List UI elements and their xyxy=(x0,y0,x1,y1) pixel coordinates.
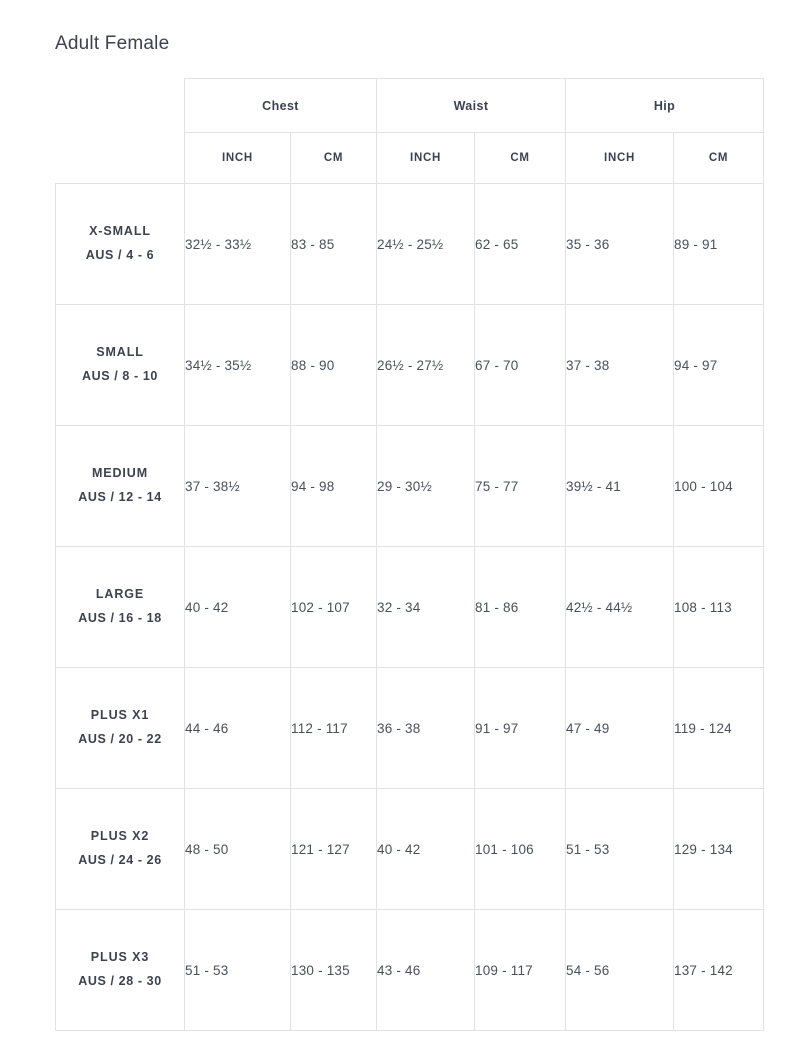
group-header-row xyxy=(56,79,764,133)
unit-header-chest-inch: INCH xyxy=(185,133,291,184)
waist-cm-value: 81 - 86 xyxy=(475,547,566,668)
hip-cm-value: 100 - 104 xyxy=(674,426,764,547)
size-name: LARGE xyxy=(95,587,145,602)
chest-cm-value: 130 - 135 xyxy=(291,910,377,1031)
chest-cm-value: 121 - 127 xyxy=(291,789,377,910)
waist-cm-value: 75 - 77 xyxy=(475,426,566,547)
size-label-cell xyxy=(56,910,185,1031)
size-label-cell xyxy=(56,426,185,547)
table-row xyxy=(56,668,764,789)
size-label-cell xyxy=(56,789,185,910)
size-aus: AUS / 12 - 14 xyxy=(78,490,162,504)
hip-inch-value: 54 - 56 xyxy=(566,910,674,1031)
size-label-cell xyxy=(56,305,185,426)
size-name: MEDIUM xyxy=(91,466,149,481)
chest-inch-value: 37 - 38½ xyxy=(185,426,291,547)
table-row xyxy=(56,426,764,547)
size-aus: AUS / 8 - 10 xyxy=(82,369,158,383)
corner-cell xyxy=(56,79,185,184)
page-title: Adult Female xyxy=(55,33,170,54)
waist-inch-value: 43 - 46 xyxy=(377,910,475,1031)
chest-inch-value: 40 - 42 xyxy=(185,547,291,668)
size-name: PLUS X1 xyxy=(90,708,150,723)
hip-cm-value: 108 - 113 xyxy=(674,547,764,668)
table-row xyxy=(56,910,764,1031)
waist-inch-value: 29 - 30½ xyxy=(377,426,475,547)
waist-cm-value: 62 - 65 xyxy=(475,184,566,305)
hip-inch-value: 39½ - 41 xyxy=(566,426,674,547)
waist-inch-value: 32 - 34 xyxy=(377,547,475,668)
size-label-cell xyxy=(56,668,185,789)
waist-cm-value: 67 - 70 xyxy=(475,305,566,426)
chest-inch-value: 48 - 50 xyxy=(185,789,291,910)
waist-cm-value: 101 - 106 xyxy=(475,789,566,910)
waist-inch-value: 24½ - 25½ xyxy=(377,184,475,305)
group-header-chest: Chest xyxy=(185,79,377,133)
chest-inch-value: 44 - 46 xyxy=(185,668,291,789)
hip-cm-value: 129 - 134 xyxy=(674,789,764,910)
group-header-waist: Waist xyxy=(377,79,566,133)
hip-cm-value: 94 - 97 xyxy=(674,305,764,426)
waist-inch-value: 40 - 42 xyxy=(377,789,475,910)
table-head xyxy=(56,79,764,184)
chest-cm-value: 102 - 107 xyxy=(291,547,377,668)
waist-cm-value: 91 - 97 xyxy=(475,668,566,789)
hip-inch-value: 51 - 53 xyxy=(566,789,674,910)
size-name: X-SMALL xyxy=(89,224,151,239)
size-label-cell xyxy=(56,547,185,668)
size-name: PLUS X2 xyxy=(90,829,150,844)
unit-header-waist-inch: INCH xyxy=(377,133,475,184)
waist-cm-value: 109 - 117 xyxy=(475,910,566,1031)
unit-header-hip-inch: INCH xyxy=(566,133,674,184)
unit-header-chest-cm: CM xyxy=(291,133,377,184)
chest-inch-value: 32½ - 33½ xyxy=(185,184,291,305)
hip-cm-value: 119 - 124 xyxy=(674,668,764,789)
hip-cm-value: 89 - 91 xyxy=(674,184,764,305)
table-row xyxy=(56,305,764,426)
size-aus: AUS / 24 - 26 xyxy=(78,853,162,867)
size-aus: AUS / 4 - 6 xyxy=(85,248,155,262)
size-name: SMALL xyxy=(96,345,144,360)
chest-cm-value: 83 - 85 xyxy=(291,184,377,305)
hip-cm-value: 137 - 142 xyxy=(674,910,764,1031)
size-aus: AUS / 20 - 22 xyxy=(78,732,162,746)
hip-inch-value: 47 - 49 xyxy=(566,668,674,789)
chest-cm-value: 88 - 90 xyxy=(291,305,377,426)
size-aus: AUS / 16 - 18 xyxy=(78,611,162,625)
hip-inch-value: 35 - 36 xyxy=(566,184,674,305)
table-row xyxy=(56,547,764,668)
unit-header-waist-cm: CM xyxy=(475,133,566,184)
table-body xyxy=(56,184,764,1031)
table-row xyxy=(56,789,764,910)
unit-header-hip-cm: CM xyxy=(674,133,764,184)
group-header-hip: Hip xyxy=(566,79,764,133)
size-aus: AUS / 28 - 30 xyxy=(78,974,162,988)
chest-inch-value: 34½ - 35½ xyxy=(185,305,291,426)
chest-inch-value: 51 - 53 xyxy=(185,910,291,1031)
waist-inch-value: 36 - 38 xyxy=(377,668,475,789)
chest-cm-value: 112 - 117 xyxy=(291,668,377,789)
hip-inch-value: 37 - 38 xyxy=(566,305,674,426)
size-name: PLUS X3 xyxy=(90,950,150,965)
table-row xyxy=(56,184,764,305)
size-label-cell xyxy=(56,184,185,305)
hip-inch-value: 42½ - 44½ xyxy=(566,547,674,668)
chest-cm-value: 94 - 98 xyxy=(291,426,377,547)
waist-inch-value: 26½ - 27½ xyxy=(377,305,475,426)
size-chart-table xyxy=(55,78,764,1031)
